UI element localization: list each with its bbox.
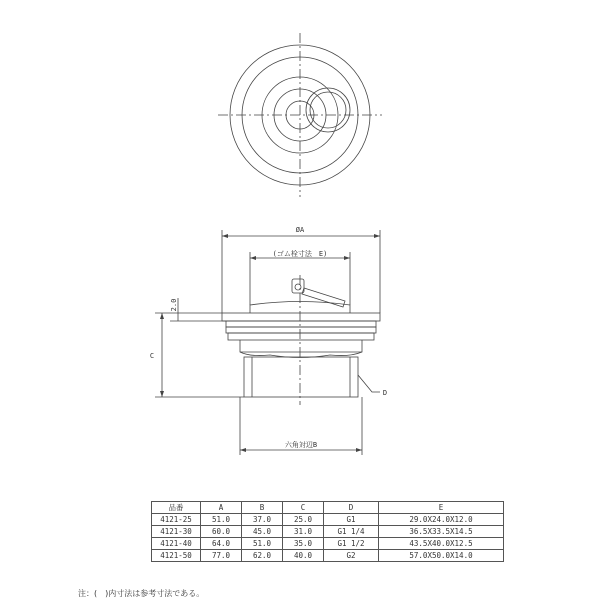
table-row xyxy=(152,538,504,550)
cell-d: G1 1/2 xyxy=(324,538,379,550)
cell-e: 29.0X24.0X12.0 xyxy=(379,514,504,526)
cell-c: 40.0 xyxy=(283,550,324,562)
top-pull-ring xyxy=(306,88,350,132)
cell-model: 4121-40 xyxy=(152,538,201,550)
arrow-b-r xyxy=(356,448,362,452)
cell-model: 4121-25 xyxy=(152,514,201,526)
cell-b: 51.0 xyxy=(242,538,283,550)
table-row xyxy=(152,514,504,526)
cell-a: 60.0 xyxy=(201,526,242,538)
cell-b: 62.0 xyxy=(242,550,283,562)
cell-d: G1 1/4 xyxy=(324,526,379,538)
cell-e: 57.0X50.0X14.0 xyxy=(379,550,504,562)
dim-b-label: 六角対辺B xyxy=(284,441,318,449)
dim-a-label: ØA xyxy=(295,226,305,234)
dim-d-leader xyxy=(358,375,380,392)
thread-body xyxy=(244,357,358,397)
flange-ring-3 xyxy=(228,333,374,340)
header-model: 品番 xyxy=(152,502,201,514)
header-d: D xyxy=(324,502,379,514)
arrow-a-r xyxy=(374,234,380,238)
arrow-a-l xyxy=(222,234,228,238)
cell-d: G1 xyxy=(324,514,379,526)
cell-c: 35.0 xyxy=(283,538,324,550)
dim-d-label: D xyxy=(382,389,388,397)
table-row xyxy=(152,526,504,538)
cell-e: 43.5X40.0X12.5 xyxy=(379,538,504,550)
top-pull-ring-inner xyxy=(310,92,346,128)
arrow-b-l xyxy=(240,448,246,452)
dim-e-label: (ゴム栓寸法 E) xyxy=(272,250,328,258)
pull-tab xyxy=(292,279,304,293)
dim-2-label: 2.0 xyxy=(170,298,178,312)
flange-body xyxy=(222,313,380,321)
reference-note: 注：( )内寸法は参考寸法である。 xyxy=(78,589,205,598)
flange-ring-1 xyxy=(226,321,376,327)
table-row xyxy=(152,550,504,562)
cell-model: 4121-30 xyxy=(152,526,201,538)
cell-a: 51.0 xyxy=(201,514,242,526)
cell-c: 31.0 xyxy=(283,526,324,538)
arrow-e-r xyxy=(344,256,350,260)
cell-b: 45.0 xyxy=(242,526,283,538)
pull-ring-side xyxy=(302,288,345,307)
cell-e: 36.5X33.5X14.5 xyxy=(379,526,504,538)
header-e: E xyxy=(379,502,504,514)
cell-model: 4121-50 xyxy=(152,550,201,562)
arrow-c-b xyxy=(160,391,164,397)
cell-b: 37.0 xyxy=(242,514,283,526)
cell-d: G2 xyxy=(324,550,379,562)
hex-nut xyxy=(240,340,362,358)
cell-a: 77.0 xyxy=(201,550,242,562)
dim-c-label: C xyxy=(149,352,155,360)
cell-a: 64.0 xyxy=(201,538,242,550)
table-header-row xyxy=(152,502,504,514)
header-c: C xyxy=(283,502,324,514)
top-view xyxy=(218,33,382,197)
flange-ring-2 xyxy=(226,327,376,333)
cell-c: 25.0 xyxy=(283,514,324,526)
side-view xyxy=(155,230,380,455)
arrow-e-l xyxy=(250,256,256,260)
spec-table xyxy=(151,501,504,562)
arrow-c-t xyxy=(160,313,164,319)
header-a: A xyxy=(201,502,242,514)
header-b: B xyxy=(242,502,283,514)
